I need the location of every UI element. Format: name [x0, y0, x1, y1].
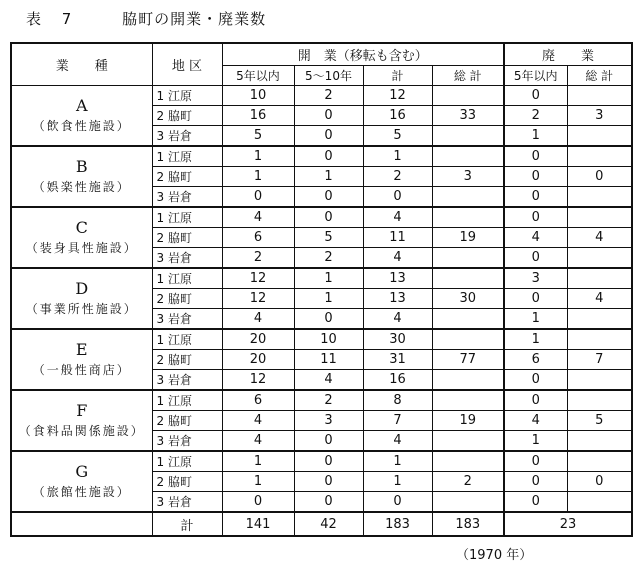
category-cell: [11, 146, 152, 207]
table-row: [11, 390, 632, 411]
cell-5to10: 0: [294, 187, 363, 208]
cell-subtotal: 2: [363, 167, 432, 187]
totals-subtotal: 183: [363, 512, 432, 536]
cell-within5: 1: [222, 167, 294, 187]
table-caption: [26, 8, 266, 29]
district-cell: 3 岩倉: [152, 248, 222, 269]
cell-total: [432, 146, 504, 167]
cell-total: [432, 207, 504, 228]
cell-within5: 4: [222, 309, 294, 330]
cell-within5: 0: [222, 492, 294, 513]
cell-total: [432, 126, 504, 147]
cell-within5: 4: [222, 411, 294, 431]
cell-total: [432, 370, 504, 391]
cell-close-total: 0: [567, 167, 632, 187]
cell-subtotal: 1: [363, 451, 432, 472]
district-cell: 2 脇町: [152, 289, 222, 309]
cell-subtotal: 5: [363, 126, 432, 147]
header-opening: 開 業（移転も含む）: [222, 43, 504, 66]
cell-within5: 12: [222, 370, 294, 391]
cell-subtotal: 13: [363, 289, 432, 309]
cell-close-within5: 2: [504, 106, 567, 126]
totals-blank-cell: [11, 512, 152, 536]
cell-total: 19: [432, 228, 504, 248]
cell-subtotal: 4: [363, 248, 432, 269]
category-code: E: [75, 339, 88, 359]
cell-within5: 0: [222, 187, 294, 208]
cell-close-total: [567, 309, 632, 330]
district-cell: 2 脇町: [152, 350, 222, 370]
district-cell: 1 江原: [152, 146, 222, 167]
district-cell: 3 岩倉: [152, 126, 222, 147]
category-code: G: [75, 461, 89, 481]
cell-total: [432, 309, 504, 330]
cell-close-total: 4: [567, 289, 632, 309]
cell-5to10: 4: [294, 370, 363, 391]
cell-within5: 20: [222, 350, 294, 370]
cell-close-within5: 0: [504, 289, 567, 309]
cell-5to10: 2: [294, 390, 363, 411]
cell-close-within5: 4: [504, 411, 567, 431]
cell-total: [432, 431, 504, 452]
category-description: （事業所性施設）: [25, 301, 138, 316]
cell-close-total: [567, 207, 632, 228]
district-cell: 1 江原: [152, 390, 222, 411]
cell-close-total: 7: [567, 350, 632, 370]
cell-close-within5: 0: [504, 451, 567, 472]
cell-close-total: [567, 187, 632, 208]
cell-within5: 12: [222, 268, 294, 289]
table-row: [11, 329, 632, 350]
cell-within5: 4: [222, 431, 294, 452]
cell-close-total: [567, 126, 632, 147]
cell-within5: 1: [222, 472, 294, 492]
category-description: （装身具性施設）: [25, 240, 138, 255]
cell-subtotal: 8: [363, 390, 432, 411]
category-description: （一般性商店）: [32, 362, 131, 377]
cell-close-total: [567, 390, 632, 411]
totals-label: 計: [152, 512, 222, 536]
cell-within5: 2: [222, 248, 294, 269]
cell-subtotal: 4: [363, 431, 432, 452]
cell-total: [432, 329, 504, 350]
cell-subtotal: 16: [363, 370, 432, 391]
cell-close-within5: 0: [504, 86, 567, 106]
caption-title: 脇町の開業・廃業数: [122, 10, 267, 28]
cell-close-total: [567, 146, 632, 167]
cell-close-within5: 0: [504, 187, 567, 208]
cell-within5: 5: [222, 126, 294, 147]
category-cell: [11, 86, 152, 147]
cell-close-total: 3: [567, 106, 632, 126]
district-cell: 2 脇町: [152, 411, 222, 431]
header-close-total: 総 計: [567, 66, 632, 86]
district-cell: 1 江原: [152, 329, 222, 350]
district-cell: 3 岩倉: [152, 492, 222, 513]
district-cell: 1 江原: [152, 268, 222, 289]
district-cell: 1 江原: [152, 207, 222, 228]
year-note: （1970 年）: [456, 548, 533, 563]
cell-5to10: 0: [294, 472, 363, 492]
cell-close-total: [567, 370, 632, 391]
totals-within5: 141: [222, 512, 294, 536]
cell-total: [432, 268, 504, 289]
cell-within5: 4: [222, 207, 294, 228]
cell-within5: 1: [222, 146, 294, 167]
openings-closings-table: [10, 42, 633, 537]
category-description: （娯楽性施設）: [32, 179, 131, 194]
cell-subtotal: 4: [363, 309, 432, 330]
category-code: B: [75, 156, 88, 176]
cell-5to10: 0: [294, 431, 363, 452]
cell-within5: 12: [222, 289, 294, 309]
cell-subtotal: 11: [363, 228, 432, 248]
cell-total: 33: [432, 106, 504, 126]
category-cell: [11, 451, 152, 512]
table-row: [11, 146, 632, 167]
cell-close-total: 5: [567, 411, 632, 431]
cell-close-within5: 0: [504, 167, 567, 187]
cell-total: [432, 248, 504, 269]
cell-total: 19: [432, 411, 504, 431]
cell-close-within5: 1: [504, 431, 567, 452]
cell-5to10: 1: [294, 289, 363, 309]
cell-close-total: [567, 451, 632, 472]
district-cell: 2 脇町: [152, 106, 222, 126]
cell-total: [432, 492, 504, 513]
cell-5to10: 2: [294, 86, 363, 106]
cell-subtotal: 12: [363, 86, 432, 106]
cell-close-total: [567, 329, 632, 350]
cell-5to10: 0: [294, 207, 363, 228]
cell-subtotal: 1: [363, 472, 432, 492]
cell-5to10: 0: [294, 146, 363, 167]
header-5to10: 5〜10年: [294, 66, 363, 86]
cell-close-within5: 0: [504, 390, 567, 411]
cell-total: [432, 390, 504, 411]
totals-total: 183: [432, 512, 504, 536]
cell-close-total: 0: [567, 472, 632, 492]
cell-5to10: 0: [294, 451, 363, 472]
cell-total: 3: [432, 167, 504, 187]
cell-subtotal: 30: [363, 329, 432, 350]
cell-close-within5: 0: [504, 370, 567, 391]
district-cell: 2 脇町: [152, 167, 222, 187]
cell-total: [432, 451, 504, 472]
cell-within5: 20: [222, 329, 294, 350]
cell-close-total: [567, 248, 632, 269]
cell-5to10: 0: [294, 492, 363, 513]
table-row: [11, 451, 632, 472]
header-category: 業 種: [11, 43, 152, 86]
table-row: [11, 207, 632, 228]
district-cell: 3 岩倉: [152, 431, 222, 452]
cell-subtotal: 31: [363, 350, 432, 370]
category-cell: [11, 268, 152, 329]
cell-close-within5: 0: [504, 492, 567, 513]
cell-close-total: 4: [567, 228, 632, 248]
cell-close-within5: 1: [504, 329, 567, 350]
cell-total: 2: [432, 472, 504, 492]
cell-close-total: [567, 268, 632, 289]
table-row: [11, 268, 632, 289]
cell-close-within5: 0: [504, 146, 567, 167]
category-description: （食料品関係施設）: [18, 423, 145, 438]
cell-close-total: [567, 431, 632, 452]
category-cell: [11, 329, 152, 390]
cell-close-within5: 1: [504, 126, 567, 147]
cell-close-within5: 0: [504, 472, 567, 492]
cell-within5: 1: [222, 451, 294, 472]
cell-total: [432, 86, 504, 106]
category-description: （旅館性施設）: [32, 484, 131, 499]
cell-total: [432, 187, 504, 208]
district-cell: 3 岩倉: [152, 309, 222, 330]
cell-within5: 6: [222, 228, 294, 248]
totals-closing: 23: [504, 512, 632, 536]
totals-5to10: 42: [294, 512, 363, 536]
cell-5to10: 0: [294, 309, 363, 330]
cell-5to10: 11: [294, 350, 363, 370]
cell-subtotal: 0: [363, 187, 432, 208]
cell-5to10: 0: [294, 126, 363, 147]
category-code: C: [75, 217, 88, 237]
cell-close-total: [567, 86, 632, 106]
cell-within5: 16: [222, 106, 294, 126]
cell-close-within5: 0: [504, 207, 567, 228]
cell-subtotal: 0: [363, 492, 432, 513]
category-cell: [11, 207, 152, 268]
cell-within5: 6: [222, 390, 294, 411]
cell-close-within5: 0: [504, 248, 567, 269]
cell-subtotal: 4: [363, 207, 432, 228]
header-within5: 5年以内: [222, 66, 294, 86]
district-cell: 1 江原: [152, 86, 222, 106]
category-code: A: [75, 95, 88, 115]
cell-total: 30: [432, 289, 504, 309]
district-cell: 3 岩倉: [152, 370, 222, 391]
table-row: [11, 86, 632, 106]
cell-close-within5: 6: [504, 350, 567, 370]
district-cell: 1 江原: [152, 451, 222, 472]
header-close-within5: 5年以内: [504, 66, 567, 86]
cell-5to10: 5: [294, 228, 363, 248]
header-subtotal: 計: [363, 66, 432, 86]
cell-5to10: 1: [294, 167, 363, 187]
cell-5to10: 10: [294, 329, 363, 350]
caption-label: 表: [26, 10, 43, 28]
cell-close-within5: 1: [504, 309, 567, 330]
cell-subtotal: 13: [363, 268, 432, 289]
cell-5to10: 3: [294, 411, 363, 431]
category-cell: [11, 390, 152, 451]
cell-subtotal: 16: [363, 106, 432, 126]
header-total: 総 計: [432, 66, 504, 86]
header-district: 地 区: [152, 43, 222, 86]
category-code: D: [75, 278, 89, 298]
cell-5to10: 1: [294, 268, 363, 289]
cell-5to10: 0: [294, 106, 363, 126]
totals-row: [11, 512, 632, 536]
cell-within5: 10: [222, 86, 294, 106]
cell-close-total: [567, 492, 632, 513]
district-cell: 2 脇町: [152, 228, 222, 248]
caption-number: 7: [61, 10, 73, 28]
category-code: F: [76, 400, 88, 420]
cell-total: 77: [432, 350, 504, 370]
cell-subtotal: 7: [363, 411, 432, 431]
cell-5to10: 2: [294, 248, 363, 269]
district-cell: 2 脇町: [152, 472, 222, 492]
cell-close-within5: 3: [504, 268, 567, 289]
header-closing: 廃 業: [504, 43, 632, 66]
cell-close-within5: 4: [504, 228, 567, 248]
category-description: （飲食性施設）: [32, 118, 131, 133]
cell-subtotal: 1: [363, 146, 432, 167]
district-cell: 3 岩倉: [152, 187, 222, 208]
